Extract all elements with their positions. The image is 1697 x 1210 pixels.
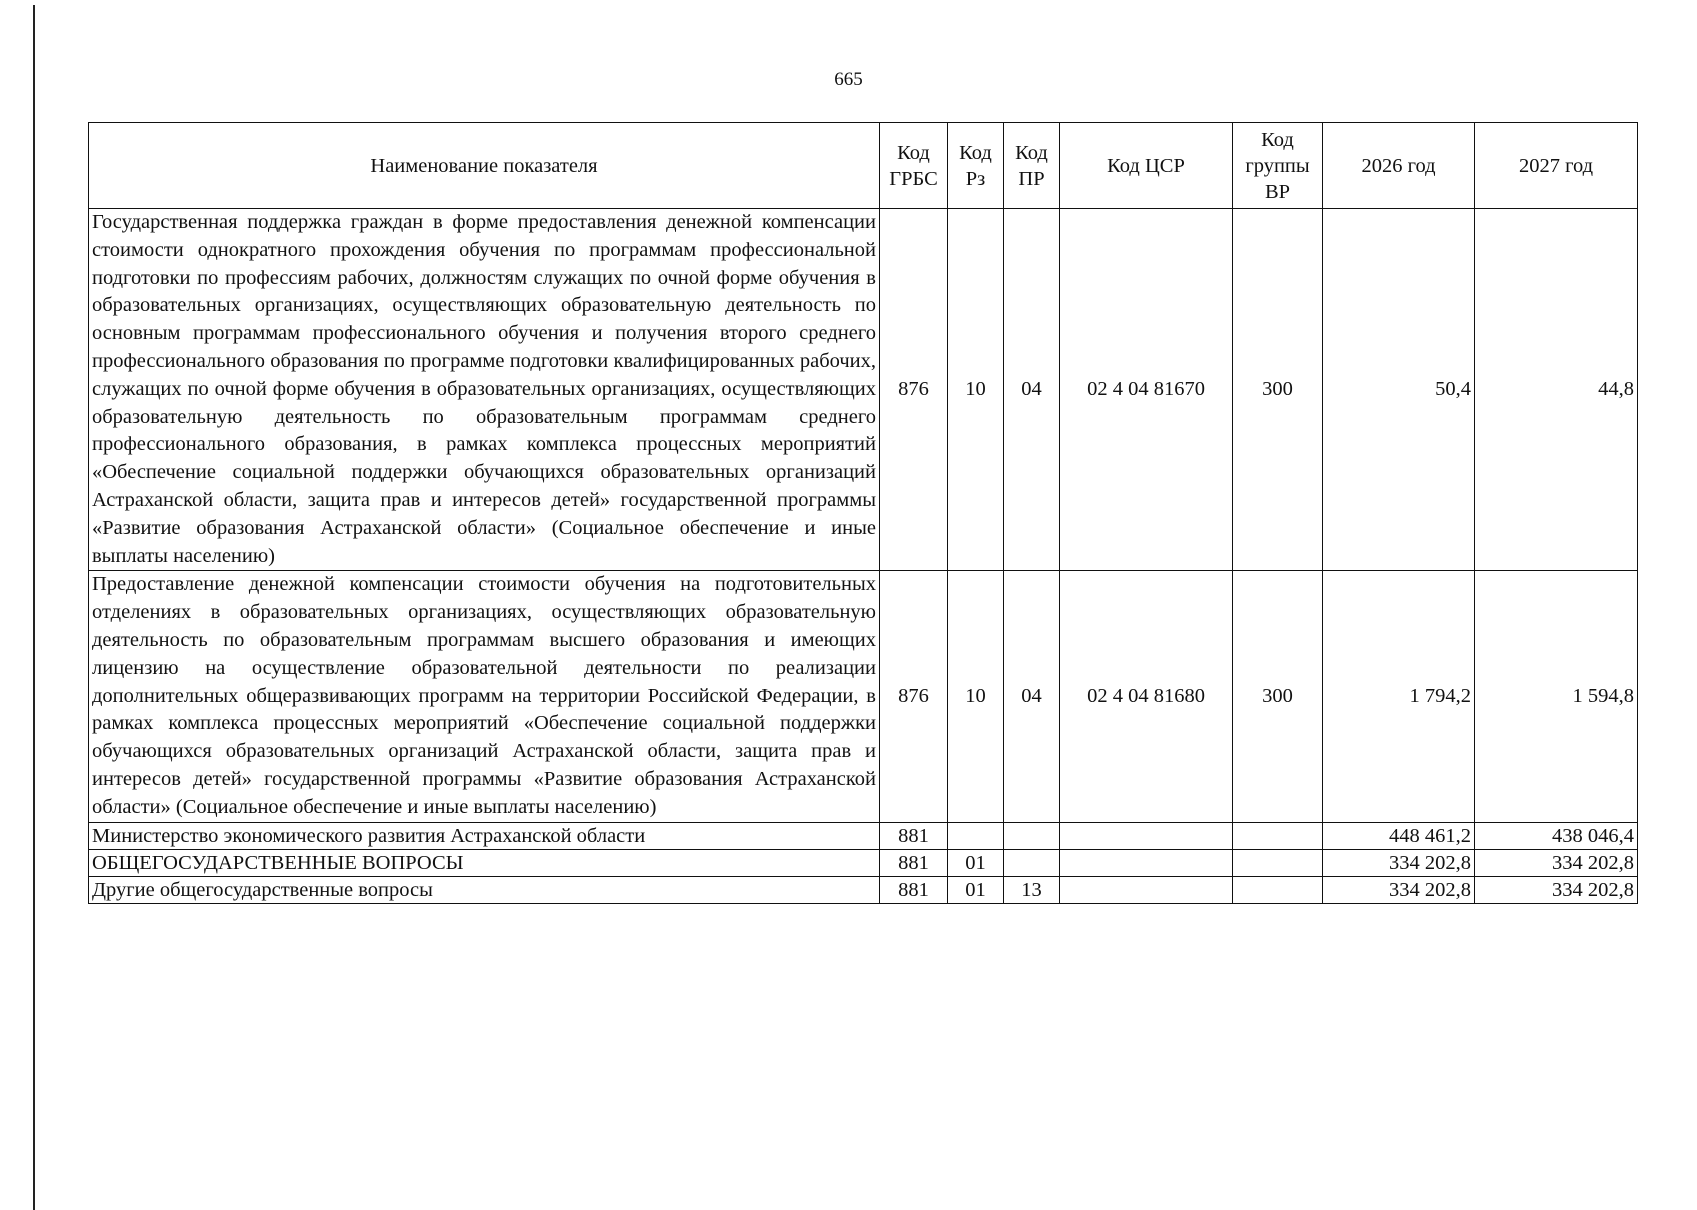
row-rz: 01: [948, 876, 1004, 903]
page-number: 665: [834, 69, 863, 90]
table-header-row: [89, 123, 1638, 209]
row-2026: 334 202,8: [1323, 849, 1475, 876]
row-2027: 438 046,4: [1475, 822, 1638, 849]
row-rz: 01: [948, 849, 1004, 876]
header-csr: Код ЦСР: [1060, 123, 1233, 209]
row-rz: 10: [948, 571, 1004, 822]
table-row: [89, 822, 1638, 849]
header-2027: 2027 год: [1475, 123, 1638, 209]
row-grbs: 881: [880, 822, 948, 849]
table-row: [89, 849, 1638, 876]
header-rz: Код Рз: [948, 123, 1004, 209]
header-2026: 2026 год: [1323, 123, 1475, 209]
row-2027: 44,8: [1475, 209, 1638, 571]
row-grbs: 876: [880, 209, 948, 571]
row-2026: 448 461,2: [1323, 822, 1475, 849]
row-csr: [1060, 876, 1233, 903]
row-name: Предоставление денежной компенсации стоимости обучения на подготовительных отделениях в образовательных организациях, осуществляющих образовательную деятельность по образовательным программам высшего образования и имеющих лицензию на осуществление образовательной деятельности по реализации дополнительных общеразвивающих программ на территории Российской Федерации, в рамках комплекса процессных мероприятий «Обеспечение социальной поддержки обучающихся образовательных организаций Астраханской области, защита прав и интересов детей» государственной программы «Развитие образования Астраханской области» (Социальное обеспечение и иные выплаты населению): [89, 571, 880, 822]
header-pr: Код ПР: [1004, 123, 1060, 209]
row-name: Министерство экономического развития Астраханской области: [89, 822, 880, 849]
row-2027: 1 594,8: [1475, 571, 1638, 822]
row-csr: 02 4 04 81680: [1060, 571, 1233, 822]
row-2026: 50,4: [1323, 209, 1475, 571]
row-grbs: 881: [880, 876, 948, 903]
row-pr: [1004, 849, 1060, 876]
row-name: Государственная поддержка граждан в форме предоставления денежной компенсации стоимости однократного прохождения обучения по программам профессиональной подготовки по профессиям рабочих, должностям служащих по очной форме обучения в образовательных организациях, осуществляющих образовательную деятельность по основным программам профессионального обучения и получения второго среднего профессионального образования по программе подготовки квалифицированных рабочих, служащих по очной форме обучения в образовательных организациях, осуществляющих образовательную деятельность по образовательным программам среднего профессионального образования, в рамках комплекса процессных мероприятий «Обеспечение социальной поддержки обучающихся образовательных организаций Астраханской области, защита прав и интересов детей» государственной программы «Развитие образования Астраханской области» (Социальное обеспечение и иные выплаты населению): [89, 209, 880, 571]
budget-table: [88, 122, 1638, 904]
row-csr: [1060, 849, 1233, 876]
row-pr: [1004, 822, 1060, 849]
row-vr: [1233, 876, 1323, 903]
row-csr: [1060, 822, 1233, 849]
row-vr: [1233, 849, 1323, 876]
row-vr: 300: [1233, 571, 1323, 822]
row-grbs: 876: [880, 571, 948, 822]
row-rz: 10: [948, 209, 1004, 571]
header-name: Наименование показателя: [89, 123, 880, 209]
header-vr: Код группы ВР: [1233, 123, 1323, 209]
header-grbs: Код ГРБС: [880, 123, 948, 209]
row-name: ОБЩЕГОСУДАРСТВЕННЫЕ ВОПРОСЫ: [89, 849, 880, 876]
row-pr: 04: [1004, 571, 1060, 822]
binding-margin-line: [33, 5, 35, 1210]
table-row: [89, 571, 1638, 822]
table-row: [89, 876, 1638, 903]
row-rz: [948, 822, 1004, 849]
table-row: [89, 209, 1638, 571]
row-pr: 13: [1004, 876, 1060, 903]
row-vr: 300: [1233, 209, 1323, 571]
row-csr: 02 4 04 81670: [1060, 209, 1233, 571]
row-vr: [1233, 822, 1323, 849]
row-2027: 334 202,8: [1475, 849, 1638, 876]
row-name: Другие общегосударственные вопросы: [89, 876, 880, 903]
row-2026: 334 202,8: [1323, 876, 1475, 903]
row-grbs: 881: [880, 849, 948, 876]
row-pr: 04: [1004, 209, 1060, 571]
row-2026: 1 794,2: [1323, 571, 1475, 822]
row-2027: 334 202,8: [1475, 876, 1638, 903]
